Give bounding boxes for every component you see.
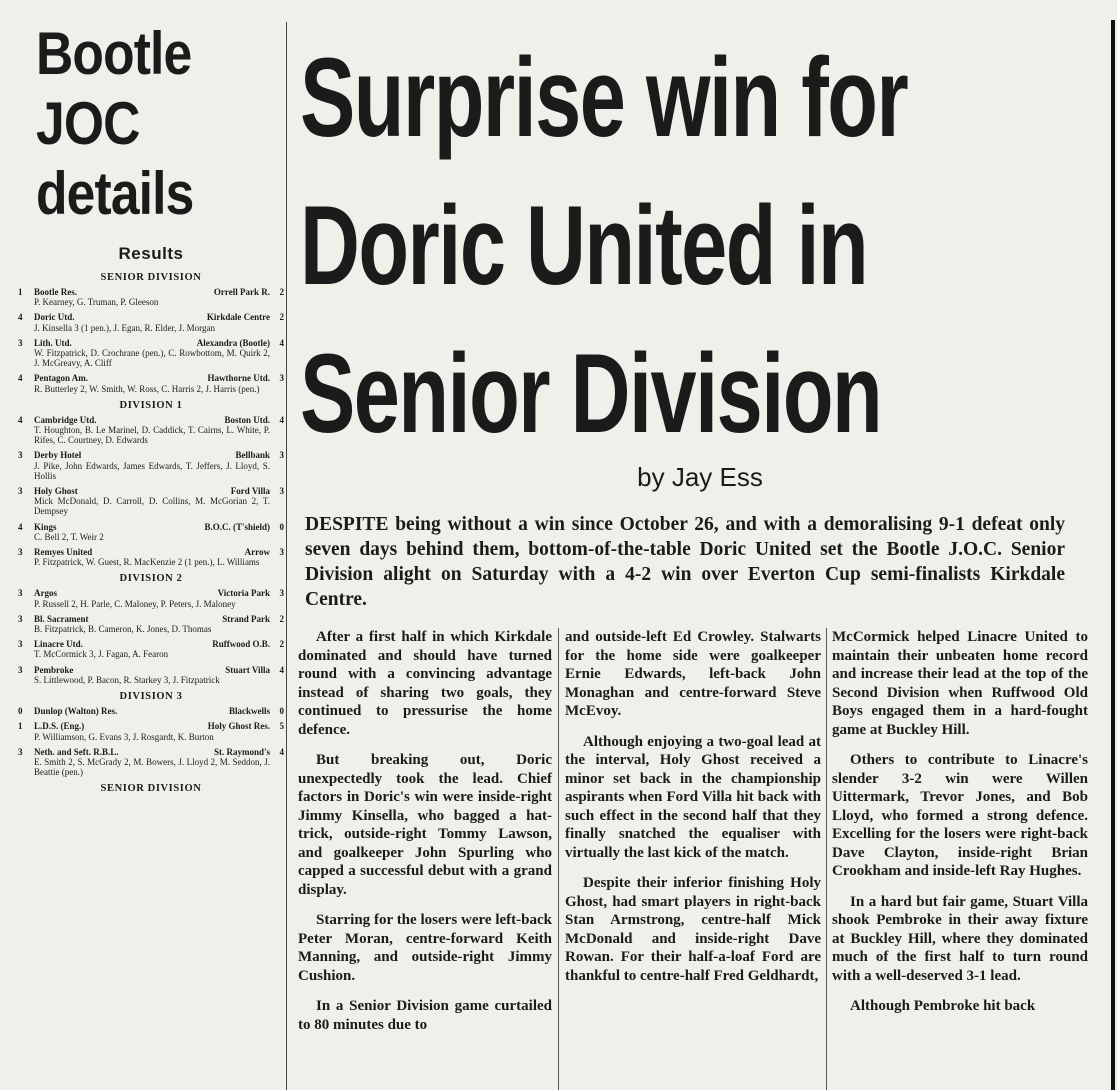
- goal-scorers: P. Russell 2, H. Parle, C. Maloney, P. Peters, J. Maloney: [34, 598, 236, 609]
- match-result: [18, 312, 284, 332]
- sidebar-title-line: JOC: [36, 90, 140, 157]
- home-score: 3: [18, 639, 23, 650]
- match-teams: [34, 312, 270, 322]
- match-body: [34, 547, 270, 567]
- article-column-1: [298, 628, 552, 1046]
- away-score: 3: [279, 373, 284, 384]
- goal-scorers: T. Houghton, B. Le Marinel, D. Caddick, T. Cairns, L. White, P. Rifes, C. Courtney, D. Edwards: [34, 425, 270, 446]
- home-team: Pentagon Am.: [34, 373, 88, 384]
- home-team: Bootle Res.: [34, 287, 77, 297]
- article-paragraph: After a first half in which Kirkdale dominated and should have turned round with a convincing advantage instead of sharing two goals, they continued to pressurise the home defence.: [298, 629, 552, 738]
- headline-line: Senior Division: [300, 331, 882, 456]
- away-score: 0: [279, 706, 284, 717]
- home-score: 3: [18, 746, 23, 757]
- home-score: 1: [18, 287, 23, 297]
- match-body: [34, 373, 270, 393]
- goal-scorers: P. Williamson, G. Evans 3, J. Rosgardt, K. Burton: [34, 731, 214, 742]
- article-paragraph: Despite their inferior finishing Holy Ghost, had smart players in right-back Stan Armstrong, centre-half Mick McDonald and inside-right Dave Rowan. For their half-a-loaf Ford are thankful to centre-half Fred Geldhardt,: [565, 875, 821, 984]
- match-body: [34, 588, 270, 608]
- home-score: 3: [18, 613, 23, 624]
- away-score: 4: [279, 746, 284, 757]
- sidebar-title: [36, 22, 249, 232]
- goal-scorers: W. Fitzpatrick, D. Crochrane (pen.), C. Rowbottom, M. Quirk 2, J. McGreavy, A. Cliff: [34, 348, 270, 369]
- home-score: 3: [18, 337, 23, 348]
- home-team: Doric Utd.: [34, 312, 75, 323]
- away-team: Kirkdale Centre: [206, 312, 270, 323]
- goal-scorers: C. Bell 2, T. Weir 2: [34, 531, 104, 542]
- division-results: [18, 272, 284, 777]
- match-body: [34, 665, 270, 685]
- goal-scorers: Mick McDonald, D. Carroll, D. Collins, M. McGorian 2, T. Dempsey: [34, 496, 270, 517]
- home-team: Dunlop (Walton) Res.: [34, 706, 118, 717]
- away-team: Bellbank: [235, 450, 270, 461]
- away-team: Boston Utd.: [224, 414, 270, 425]
- match-result: [18, 338, 284, 369]
- match-result: [18, 639, 284, 659]
- away-score: 4: [279, 414, 284, 425]
- goal-scorers: J. Pike, John Edwards, James Edwards, T. Jeffers, J. Lloyd, S. Hollis: [34, 460, 270, 481]
- home-team: Linacre Utd.: [34, 639, 83, 650]
- article-column-3: [832, 628, 1088, 1028]
- column-rule: [826, 628, 827, 1090]
- home-team: Derby Hotel: [34, 450, 82, 461]
- home-score: 3: [18, 486, 23, 497]
- match-body: [34, 747, 270, 778]
- article-paragraph: In a hard but fair game, Stuart Villa shook Pembroke in their away fixture at Buckley Hill, where they dominated much of the first half to turn round with a well-deserved 3-1 lead.: [832, 893, 1088, 984]
- article-paragraph: Others to contribute to Linacre's slender 3-2 win were Willen Uittermark, Trevor Jones, and Bob Lloyd, who formed a strong defence. Excelling for the losers were right-back Dave Clayton, inside-right Brian Crookham and inside-left Ray Hughes.: [832, 752, 1088, 879]
- match-teams: [34, 547, 270, 557]
- away-score: 4: [279, 337, 284, 348]
- match-body: [34, 614, 270, 634]
- away-team: Holy Ghost Res.: [207, 721, 270, 732]
- headline: [300, 24, 908, 468]
- away-score: 3: [279, 547, 284, 558]
- away-score: 0: [279, 521, 284, 532]
- article-paragraph: and outside-left Ed Crowley. Stalwarts for the home side were goalkeeper Ernie Edwards, left-back John Monaghan and centre-forward Steve McEvoy.: [565, 629, 821, 719]
- away-score: 2: [279, 613, 284, 624]
- goal-scorers: S. Littlewood, P. Bacon, R. Starkey 3, J. Fitzpatrick: [34, 674, 220, 685]
- match-teams: [34, 706, 270, 716]
- away-team: Strand Park: [222, 613, 270, 624]
- division-heading: SENIOR DIVISION: [100, 272, 202, 283]
- match-body: [34, 486, 270, 517]
- goal-scorers: E. Smith 2, S. McGrady 2, M. Bowers, J. Lloyd 2, M. Seddon, J. Beattie (pen.): [34, 756, 270, 778]
- home-team: Kings: [34, 521, 57, 532]
- home-team: Pembroke: [34, 664, 74, 675]
- match-result: [18, 721, 284, 741]
- home-team: Remyes United: [34, 547, 93, 558]
- home-score: 0: [18, 706, 23, 717]
- article-paragraph: But breaking out, Doric unexpectedly took the lead. Chief factors in Doric's win were inside-right Jimmy Kinsella, who bagged a hat-trick, outside-right Tommy Lawson, and goalkeeper John Spurling who capped a successful debut with a grand display.: [298, 752, 552, 898]
- away-score: 3: [279, 450, 284, 461]
- match-teams: [34, 415, 270, 425]
- column-divider: [286, 22, 287, 1090]
- home-team: Argos: [34, 588, 57, 599]
- match-result: [18, 486, 284, 517]
- away-score: 3: [279, 588, 284, 599]
- match-body: [34, 639, 270, 659]
- article-paragraph: In a Senior Division game curtailed to 80 minutes due to: [298, 998, 552, 1033]
- match-teams: [34, 486, 270, 496]
- match-body: [34, 287, 270, 307]
- match-teams: [34, 721, 270, 731]
- goal-scorers: B. Fitzpatrick, B. Cameron, K. Jones, D. Thomas: [34, 624, 212, 635]
- match-result: [18, 373, 284, 393]
- article-paragraph: Although enjoying a two-goal lead at the interval, Holy Ghost received a minor set back in the championship aspirants when Ford Villa hit back with such effect in the second half that they finally snatched the equaliser with virtually the last kick of the match.: [565, 733, 821, 861]
- match-body: [34, 450, 270, 481]
- match-teams: [34, 450, 270, 460]
- match-result: [18, 588, 284, 608]
- results-sidebar: [18, 22, 284, 798]
- lead-paragraph: DESPITE being without a win since October 26, and with a demoralising 9-1 defeat only seven days behind them, bottom-of-the-table Doric United set the Bootle J.O.C. Senior Division alight on Saturday with a 4-2 win over Everton Cup semi-finalists Kirkdale Centre.: [305, 514, 1065, 610]
- goal-scorers: P. Fitzpatrick, W. Guest, R. MacKenzie 2 (1 pen.), L. Williams: [34, 557, 260, 568]
- away-score: 3: [279, 486, 284, 497]
- home-score: 4: [18, 414, 23, 425]
- away-team: Blackwells: [228, 706, 270, 717]
- headline-line: Doric United in: [300, 183, 868, 308]
- sidebar-title-line: Bootle: [36, 20, 192, 87]
- home-score: 3: [18, 588, 23, 599]
- match-result: [18, 287, 284, 307]
- match-result: [18, 665, 284, 685]
- home-score: 4: [18, 521, 23, 532]
- away-team: Ford Villa: [230, 486, 270, 497]
- away-team: B.O.C. (T'shield): [204, 521, 270, 532]
- match-teams: [34, 522, 270, 532]
- match-teams: [34, 747, 270, 757]
- goal-scorers: T. McCormick 3, J. Fagan, A. Fearon: [34, 649, 169, 660]
- away-team: Hawthorne Utd.: [207, 373, 270, 384]
- away-team: Alexandra (Bootle): [196, 337, 270, 348]
- away-team: Stuart Villa: [225, 664, 270, 675]
- division-heading-footer: SENIOR DIVISION: [100, 783, 202, 795]
- home-score: 1: [18, 721, 23, 732]
- away-team: Victoria Park: [217, 588, 270, 599]
- home-team: Cambridge Utd.: [34, 414, 97, 425]
- away-team: Arrow: [244, 547, 270, 558]
- match-teams: [34, 338, 270, 348]
- home-score: 4: [18, 312, 23, 323]
- match-result: [18, 547, 284, 567]
- goal-scorers: R. Butterley 2, W. Smith, W. Ross, C. Harris 2, J. Harris (pen.): [34, 383, 260, 394]
- away-team: St. Raymond's: [213, 746, 270, 757]
- match-body: [34, 312, 270, 332]
- home-team: L.D.S. (Eng.): [34, 721, 85, 732]
- article-paragraph: McCormick helped Linacre United to maintain their unbeaten home record and increase their lead at the top of the Second Division when Ruffwood Old Boys engaged them in a hard-fought game at Buckley Hill.: [832, 629, 1088, 738]
- match-teams: [34, 639, 270, 649]
- article-paragraph: Starring for the losers were left-back Peter Moran, centre-forward Keith Manning, and outside-right Jimmy Cushion.: [298, 912, 552, 984]
- away-score: 5: [279, 721, 284, 732]
- away-team: Ruffwood O.B.: [212, 639, 270, 650]
- article-paragraph: Although Pembroke hit back: [850, 998, 1036, 1014]
- article-column-2: [565, 628, 821, 997]
- home-team: Bl. Sacrament: [34, 613, 89, 624]
- page-edge: [1111, 20, 1115, 1090]
- home-team: Lith. Utd.: [34, 337, 72, 348]
- match-result: [18, 415, 284, 446]
- results-heading: Results: [118, 244, 184, 263]
- division-heading: DIVISION 3: [119, 691, 183, 703]
- home-team: Neth. and Seft. R.B.L.: [34, 746, 119, 757]
- goal-scorers: P. Kearney, G. Truman, P. Gleeson: [34, 297, 159, 308]
- match-teams: [34, 665, 270, 675]
- match-result: [18, 706, 284, 716]
- away-score: 2: [279, 287, 284, 297]
- match-body: [34, 706, 270, 716]
- match-teams: [34, 287, 270, 297]
- division-heading: DIVISION 1: [119, 399, 183, 411]
- match-result: [18, 614, 284, 634]
- away-score: 2: [279, 639, 284, 650]
- match-result: [18, 747, 284, 778]
- match-body: [34, 415, 270, 446]
- match-body: [34, 721, 270, 741]
- match-teams: [34, 614, 270, 624]
- match-teams: [34, 588, 270, 598]
- match-result: [18, 450, 284, 481]
- home-score: 3: [18, 664, 23, 675]
- match-body: [34, 522, 270, 542]
- byline: by Jay Ess: [637, 462, 763, 492]
- home-score: 3: [18, 450, 23, 461]
- headline-line: Surprise win for: [300, 35, 908, 160]
- match-result: [18, 522, 284, 542]
- match-body: [34, 338, 270, 369]
- home-score: 4: [18, 373, 23, 384]
- goal-scorers: J. Kinsella 3 (1 pen.), J. Egan, R. Elder, J. Morgan: [34, 322, 215, 333]
- home-score: 3: [18, 547, 23, 558]
- away-score: 2: [279, 312, 284, 323]
- home-team: Holy Ghost: [34, 486, 78, 497]
- division-heading: DIVISION 2: [119, 573, 183, 585]
- sidebar-title-line: details: [36, 160, 194, 227]
- away-team: Orrell Park R.: [213, 287, 270, 297]
- column-rule: [558, 628, 559, 1090]
- away-score: 4: [279, 664, 284, 675]
- match-teams: [34, 373, 270, 383]
